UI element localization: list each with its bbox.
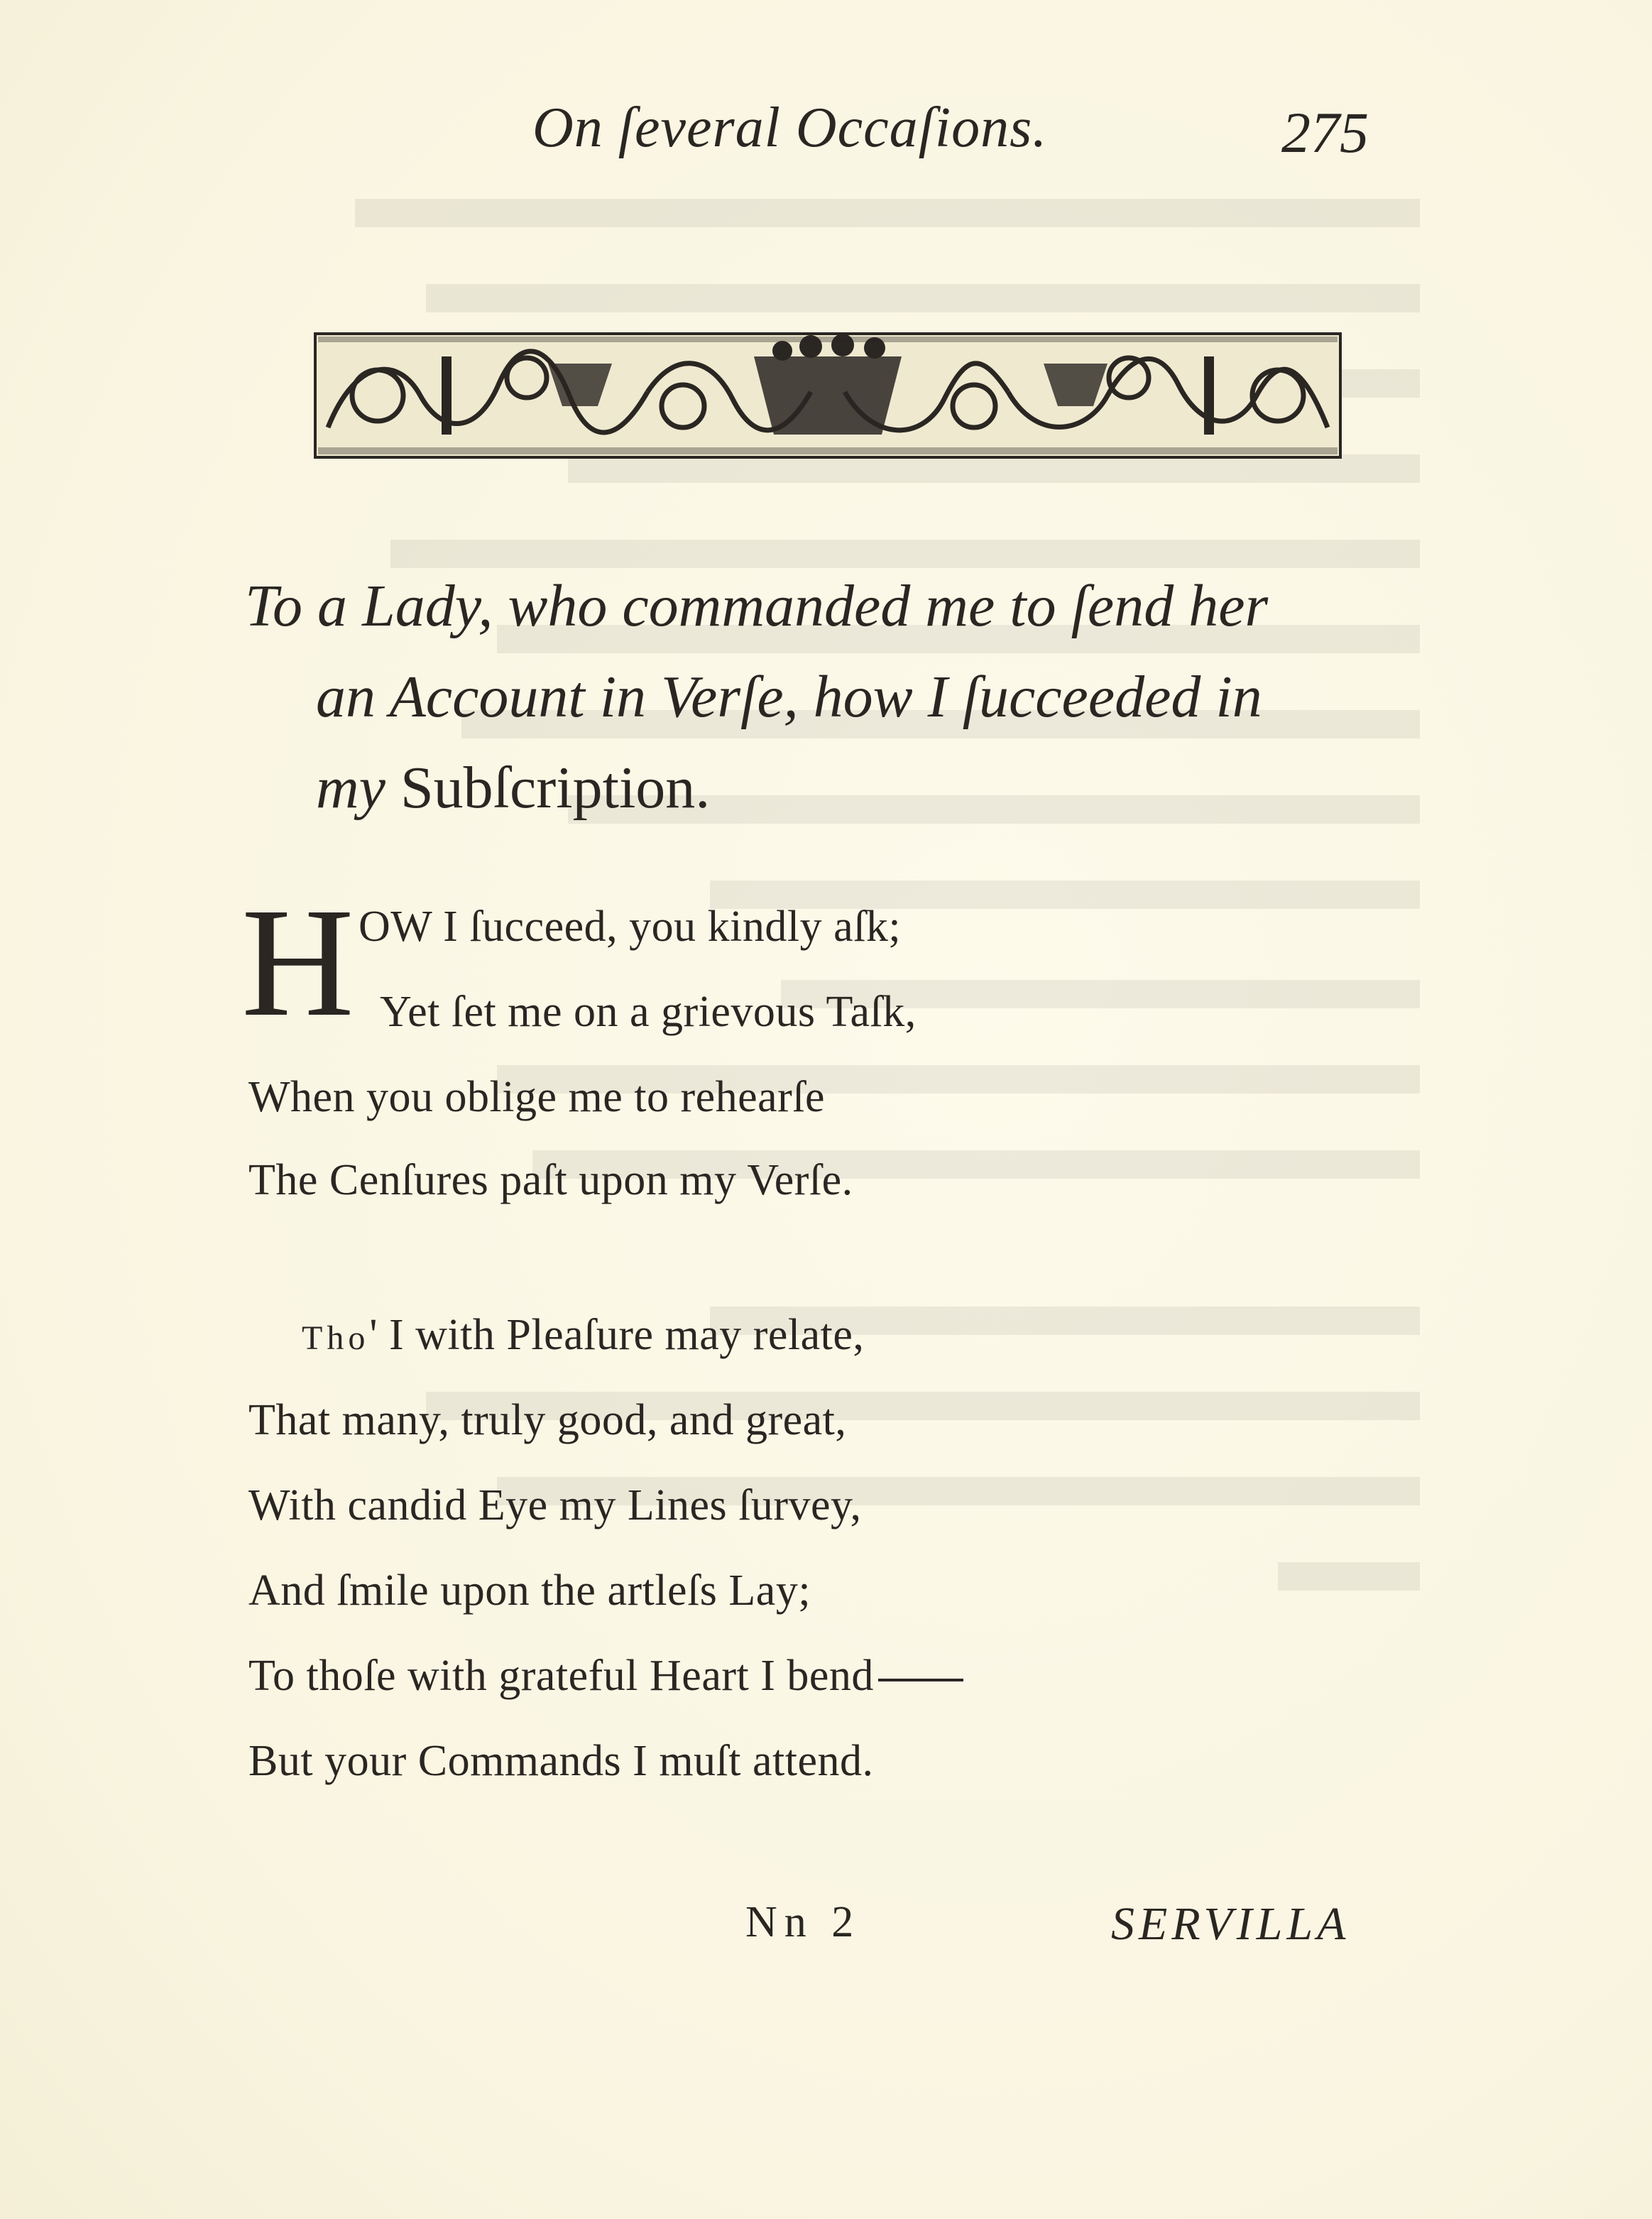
- poem-title-italic-part: my: [316, 755, 385, 821]
- verse-line: With candid Eye my Lines ſurvey,: [248, 1481, 862, 1530]
- poem-title-line-2: an Account in Verſe, how I ſucceeded in: [316, 664, 1262, 730]
- verse-line: OW I ſucceed, you kindly aſk;: [359, 903, 902, 951]
- poem-title-line-1: To a Lady, who commanded me to ſend her: [245, 573, 1269, 639]
- verse-line: That many, truly good, and great,: [248, 1396, 847, 1444]
- running-header: On ſeveral Occaſions.: [532, 97, 1048, 159]
- small-caps-word: Tho: [302, 1319, 370, 1357]
- verse-line: When you oblige me to rehearſe: [248, 1073, 826, 1121]
- verse-line: But your Commands I muſt attend.: [248, 1737, 874, 1785]
- catchword: SERVILLA: [1111, 1898, 1350, 1950]
- verse-line-text: To thoſe with grateful Heart I bend: [248, 1652, 874, 1700]
- em-dash: [878, 1679, 963, 1681]
- poem-title-line-3: [245, 743, 1423, 834]
- poem-title-roman-part: Subſcription.: [400, 755, 711, 821]
- page-number: 275: [1281, 100, 1369, 165]
- signature-mark: Nn 2: [745, 1898, 861, 1946]
- floral-headpiece-ornament-icon: [314, 328, 1342, 463]
- drop-cap: H: [241, 876, 354, 1049]
- verse-line: The Cenſures paſt upon my Verſe.: [248, 1156, 853, 1204]
- poem-title: [245, 561, 1423, 834]
- verse-line: And ſmile upon the artleſs Lay;: [248, 1566, 811, 1615]
- verse-line: [302, 1310, 864, 1361]
- verse-line: [248, 1651, 963, 1701]
- verse-line-rest: ' I with Pleaſure may relate,: [369, 1311, 865, 1359]
- verse-line: Yet ſet me on a grievous Taſk,: [380, 988, 917, 1036]
